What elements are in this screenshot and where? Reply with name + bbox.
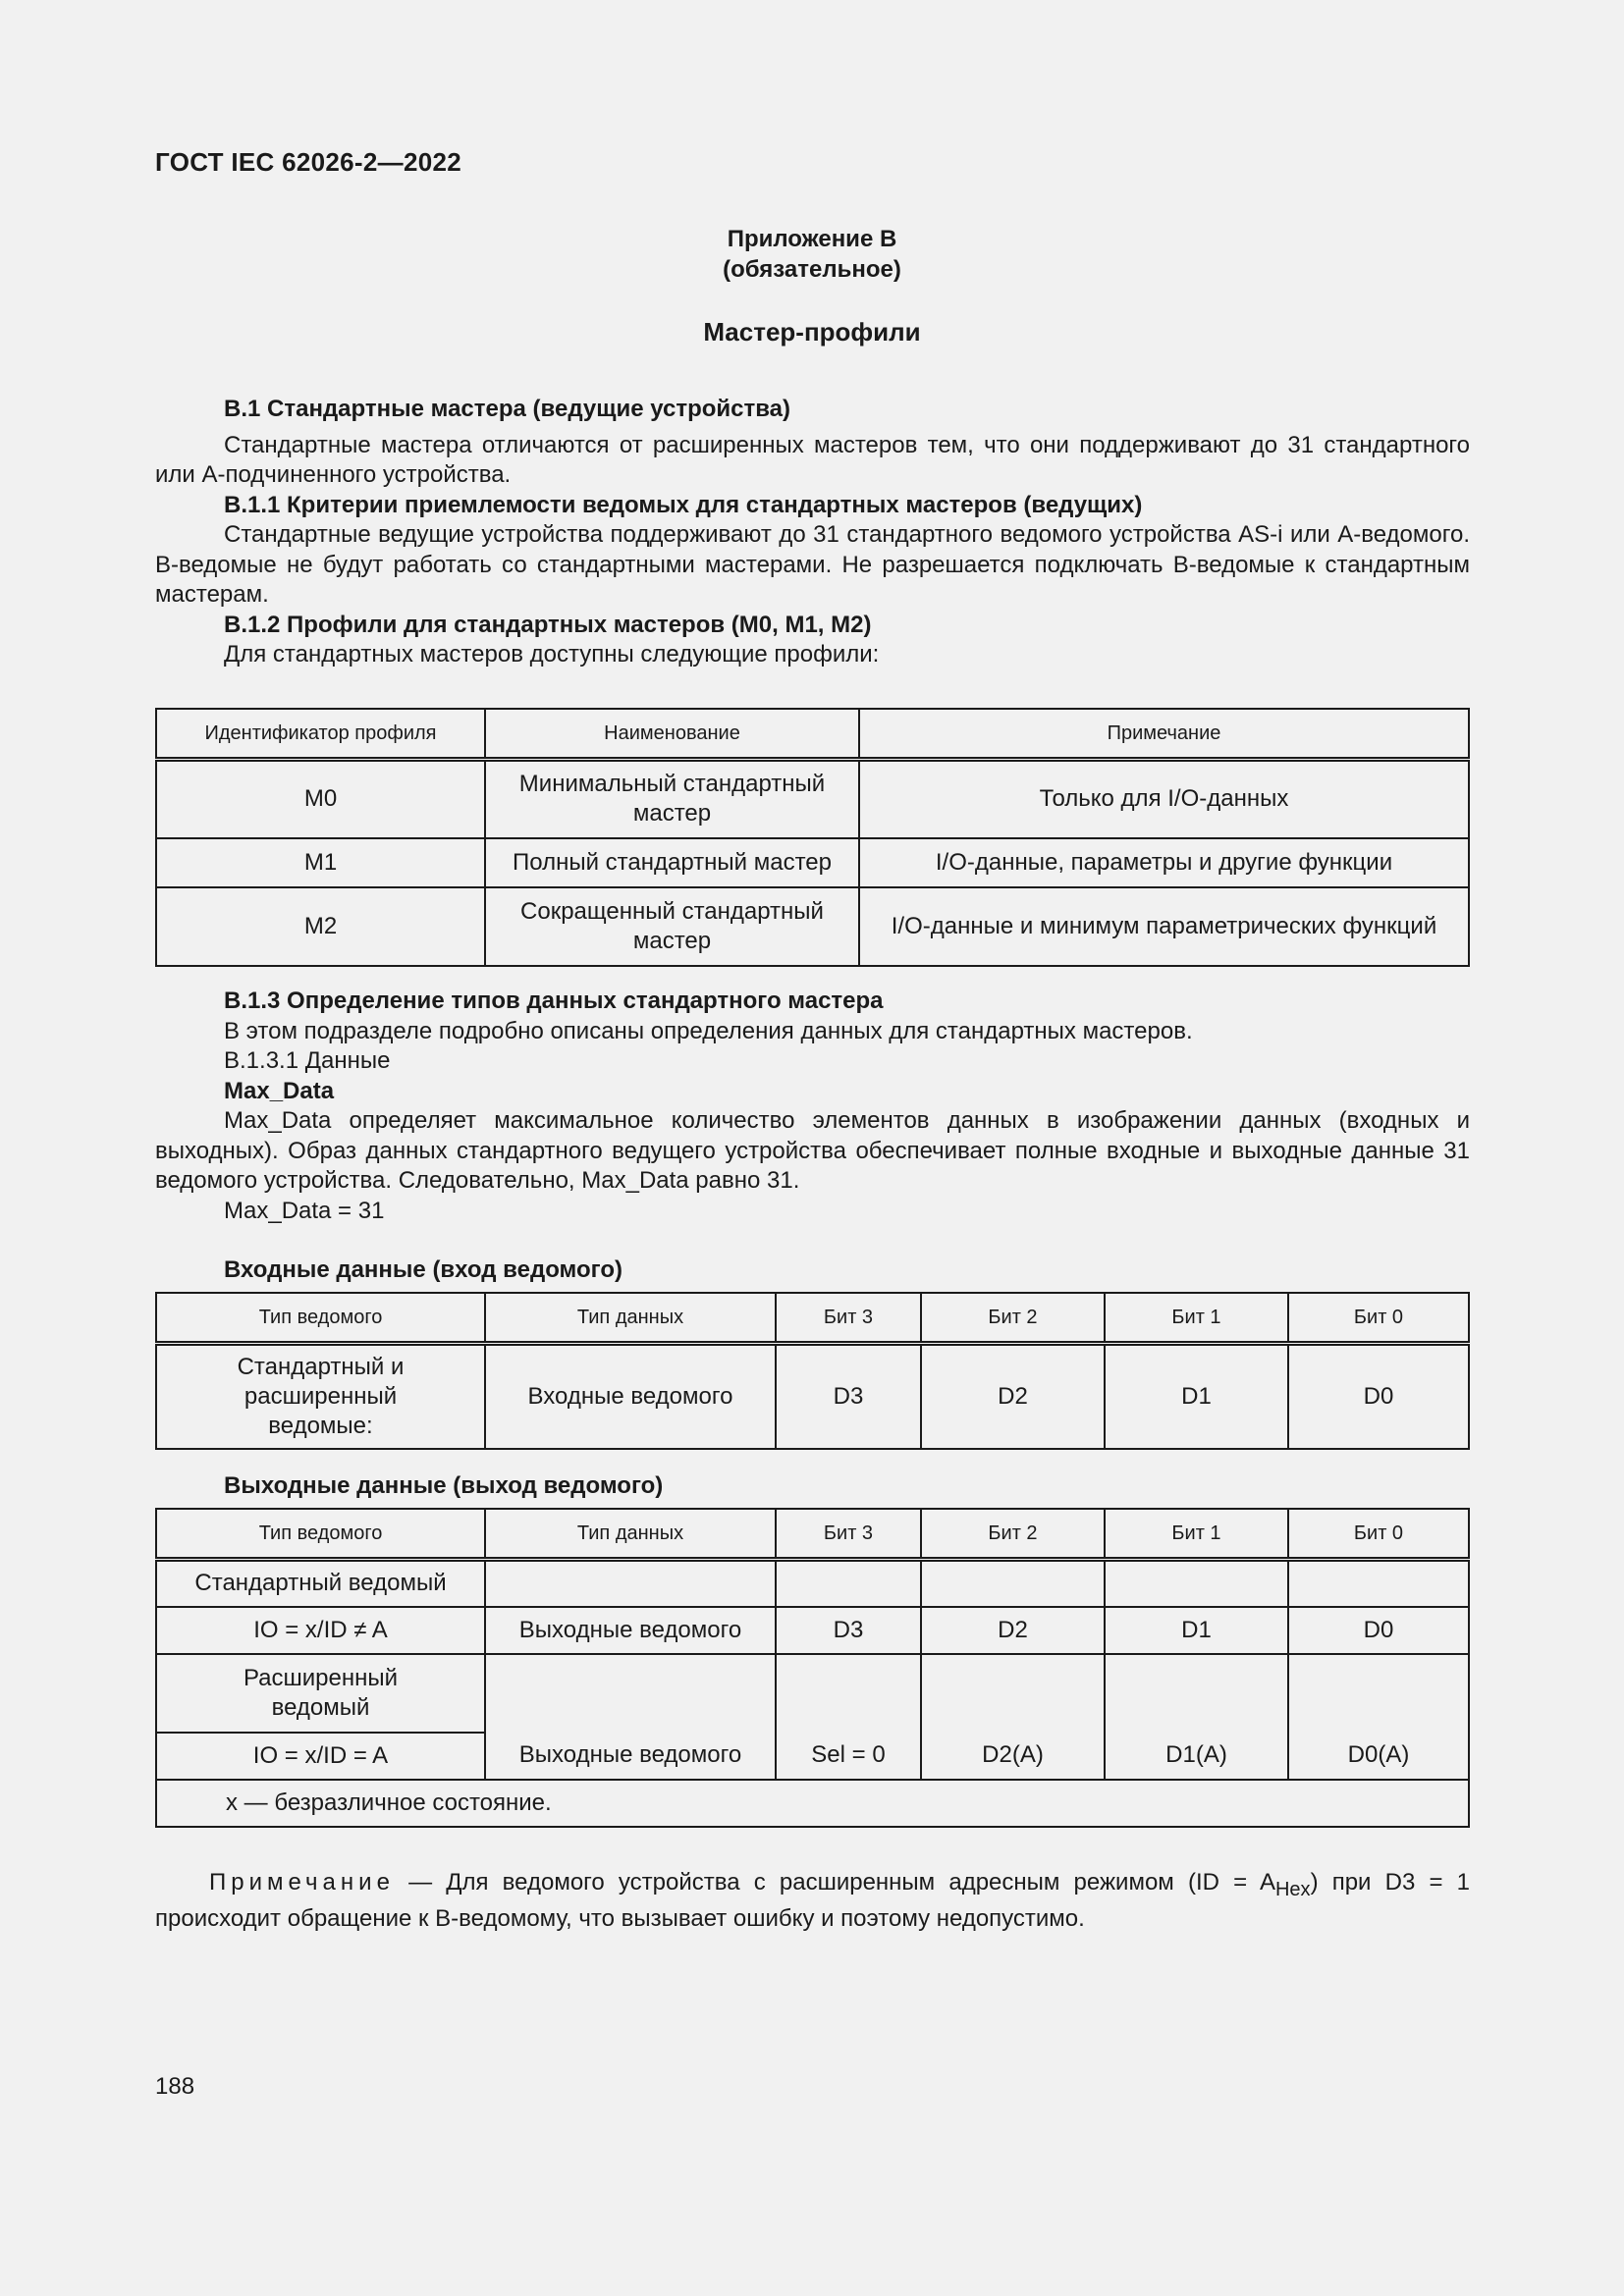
standard-slave-label: Стандартный ведомый [156, 1560, 485, 1607]
output-data-table [155, 1508, 1470, 1828]
profile-name: Минимальный стандартный мастер [485, 760, 859, 838]
profile-name: Сокращенный стандартный мастер [485, 887, 859, 966]
profile-note: I/O-данные и минимум параметрических функций [859, 887, 1469, 966]
table-row [156, 887, 1469, 966]
profile-note: I/O-данные, параметры и другие функции [859, 838, 1469, 887]
table-header-row [156, 709, 1469, 760]
table-row [156, 1344, 1469, 1449]
col-header-bit2: Бит 2 [921, 1293, 1105, 1344]
col-header-bit0: Бит 0 [1288, 1293, 1469, 1344]
note-subscript: Hex [1274, 1878, 1311, 1900]
bit1: D1 [1105, 1607, 1288, 1654]
bit2: D2(A) [921, 1733, 1105, 1780]
data-type: Выходные ведомого [485, 1607, 776, 1654]
annex-label: Приложение В [727, 226, 897, 252]
annex-heading: Мастер-профили [703, 317, 921, 347]
col-header-slave-type: Тип ведомого [156, 1509, 485, 1560]
table-row [156, 1654, 1469, 1733]
profile-note: Только для I/O-данных [859, 760, 1469, 838]
max-data-formula: Max_Data = 31 [224, 1197, 385, 1224]
input-table-caption: Входные данные (вход ведомого) [224, 1256, 623, 1283]
note [155, 1868, 1470, 1935]
col-header-data-type: Тип данных [485, 1293, 776, 1344]
col-header-bit0: Бит 0 [1288, 1509, 1469, 1560]
col-header-slave-type: Тип ведомого [156, 1293, 485, 1344]
table-row [156, 760, 1469, 838]
col-header-profile-id: Идентификатор профиля [156, 709, 485, 760]
table-row [156, 1780, 1469, 1827]
b13-title: В.1.3 Определение типов данных стандартного мастера [224, 988, 884, 1014]
col-header-bit2: Бит 2 [921, 1509, 1105, 1560]
profile-id: M1 [156, 838, 485, 887]
section-b13 [155, 987, 1470, 1226]
note-label: Примечание [209, 1869, 395, 1896]
b1-title: В.1 Стандартные мастера (ведущие устройства) [224, 396, 791, 422]
page-number: 188 [155, 2073, 195, 2100]
col-header-name: Наименование [485, 709, 859, 760]
bit3: Sel = 0 [776, 1733, 921, 1780]
b12-title: В.1.2 Профили для стандартных мастеров (M0, M1, M2) [224, 611, 872, 638]
b12-text: Для стандартных мастеров доступны следующие профили: [224, 641, 880, 667]
bit1: D1 [1105, 1344, 1288, 1449]
table-footnote: x — безразличное состояние. [156, 1780, 1469, 1827]
document-code: ГОСТ IEC 62026-2—2022 [155, 147, 461, 177]
bit1: D1(A) [1105, 1733, 1288, 1780]
bit3: D3 [776, 1607, 921, 1654]
table-header-row [156, 1293, 1469, 1344]
annex-status: (обязательное) [723, 256, 901, 283]
section-b1 [155, 395, 1470, 670]
b1-text: Стандартные мастера отличаются от расширенных мастеров тем, что они поддерживают до 31 стандартного или А-подчиненного устройства. [155, 431, 1470, 488]
slave-condition: IO = x/ID ≠ A [156, 1607, 485, 1654]
b11-title: В.1.1 Критерии приемлемости ведомых для стандартных мастеров (ведущих) [224, 491, 1143, 518]
slave-condition: IO = x/ID = A [156, 1733, 485, 1780]
table-row [156, 838, 1469, 887]
data-type: Входные ведомого [485, 1344, 776, 1449]
bit3: D3 [776, 1344, 921, 1449]
bit2: D2 [921, 1607, 1105, 1654]
bit0: D0 [1288, 1607, 1469, 1654]
table-row [156, 1733, 1469, 1780]
col-header-data-type: Тип данных [485, 1509, 776, 1560]
profile-id: M2 [156, 887, 485, 966]
bit2: D2 [921, 1344, 1105, 1449]
note-text-before: — Для ведомого устройства с расширенным адресным режимом (ID = A [394, 1869, 1275, 1896]
extended-slave-label: Расширенный ведомый [156, 1654, 485, 1733]
table-row [156, 1607, 1469, 1654]
slave-type: Стандартный и расширенный ведомые: [156, 1344, 485, 1449]
max-data-desc: Max_Data определяет максимальное количество элементов данных в изображении данных (входных и выходных). Образ данных стандартного ведущего устройства обеспечивает полные входные и выходные данные 31 ведомого устройства. Следовательно, Max_Data равно 31. [155, 1107, 1470, 1194]
col-header-note: Примечание [859, 709, 1469, 760]
col-header-bit3: Бит 3 [776, 1293, 921, 1344]
data-type: Выходные ведомого [485, 1733, 776, 1780]
profiles-table [155, 708, 1470, 967]
table-header-row [156, 1509, 1469, 1560]
bit0: D0(A) [1288, 1733, 1469, 1780]
annex-title [589, 224, 1035, 285]
table-row [156, 1560, 1469, 1607]
col-header-bit1: Бит 1 [1105, 1509, 1288, 1560]
profile-name: Полный стандартный мастер [485, 838, 859, 887]
max-data-term: Max_Data [224, 1077, 335, 1104]
b13-text: В этом подразделе подробно описаны определения данных для стандартных мастеров. [224, 1017, 1193, 1044]
output-table-caption: Выходные данные (выход ведомого) [224, 1472, 664, 1499]
b11-text: Стандартные ведущие устройства поддерживают до 31 стандартного ведомого устройства AS-i или А-ведомого. В-ведомые не будут работать со стандартными мастерами. Не разрешается подключать В-ведомые к стандартным мастерам. [155, 521, 1470, 608]
col-header-bit1: Бит 1 [1105, 1293, 1288, 1344]
input-data-table [155, 1292, 1470, 1450]
bit0: D0 [1288, 1344, 1469, 1449]
col-header-bit3: Бит 3 [776, 1509, 921, 1560]
note-text-after: ) при D3 = 1 происходит обращение к В-ведомому, что вызывает ошибку и поэтому недопустимо. [155, 1869, 1470, 1933]
b131-title: В.1.3.1 Данные [224, 1047, 391, 1074]
profile-id: M0 [156, 760, 485, 838]
